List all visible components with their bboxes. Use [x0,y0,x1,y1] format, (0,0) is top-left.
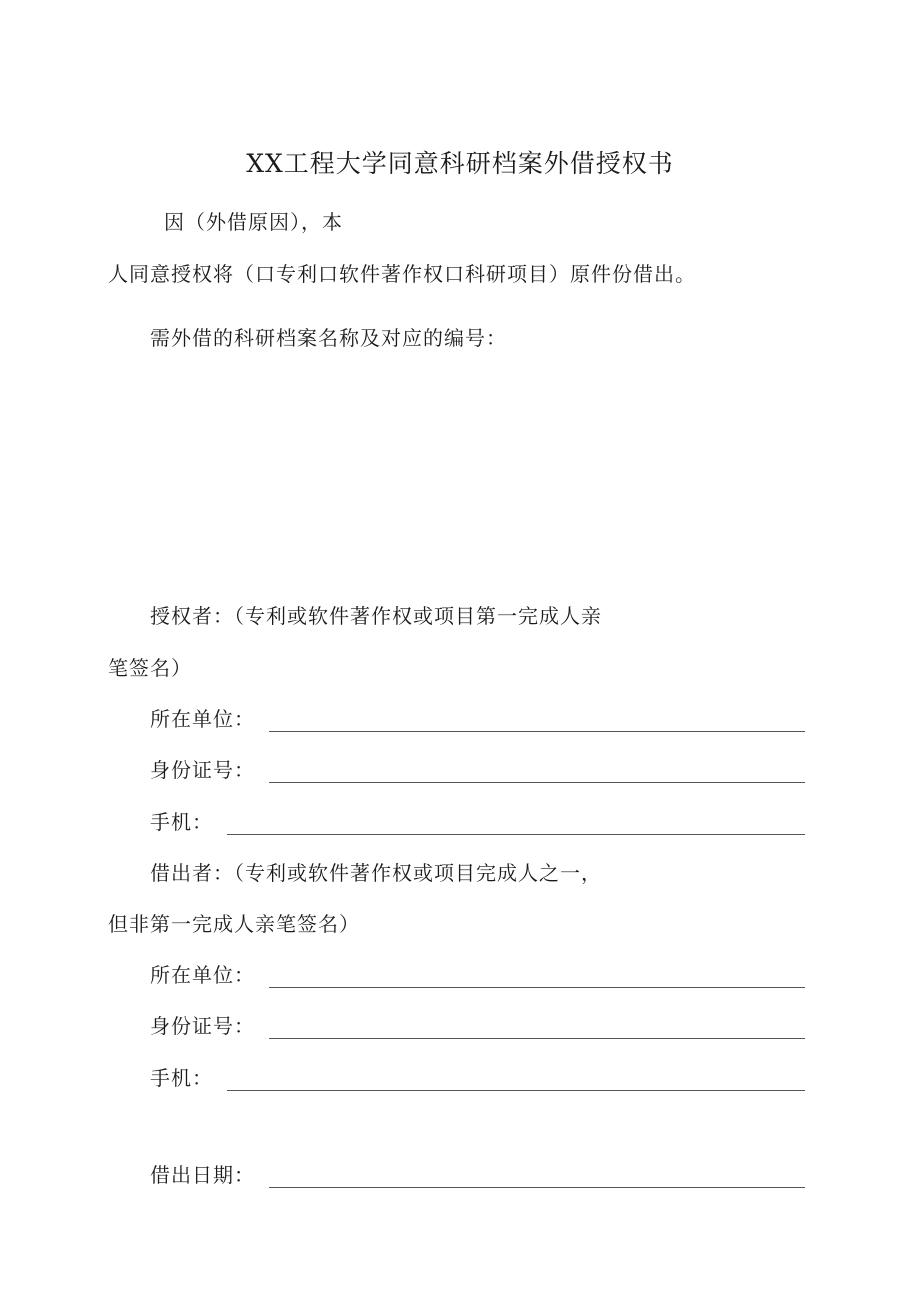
borrower-label-cont: 但非第一完成人亲笔签名） [108,912,360,936]
authorizer-label-cont: 笔签名） [108,656,192,680]
borrow-date-field[interactable] [150,1162,805,1188]
borrower-unit-line[interactable] [269,987,805,988]
borrower-id-label: 身份证号： [150,1014,255,1038]
borrower-unit-field[interactable] [150,962,805,988]
authorizer-phone-line[interactable] [227,834,805,835]
borrow-date-label: 借出日期： [150,1163,255,1187]
authorizer-label: 授权者：（专利或软件著作权或项目第一完成人亲 [150,604,602,628]
borrower-phone-label: 手机： [150,1066,213,1090]
authorizer-unit-line[interactable] [269,731,805,732]
borrower-id-line[interactable] [269,1038,805,1039]
authorization-line: 人同意授权将（口专利口软件著作权口科研项目）原件份借出。 [108,262,696,286]
authorizer-unit-label: 所在单位： [150,707,255,731]
borrower-label: 借出者：（专利或软件著作权或项目完成人之一， [150,861,602,885]
authorizer-id-field[interactable] [150,757,805,783]
borrower-phone-field[interactable] [150,1065,805,1091]
authorizer-phone-label: 手机： [150,810,213,834]
authorizer-phone-field[interactable] [150,809,805,835]
reason-line: 因（外借原因），本 [164,210,343,234]
borrow-date-line[interactable] [269,1187,805,1188]
archive-list-label: 需外借的科研档案名称及对应的编号： [150,326,507,350]
borrower-phone-line[interactable] [227,1090,805,1091]
authorizer-unit-field[interactable] [150,706,805,732]
borrower-id-field[interactable] [150,1013,805,1039]
document-title: XX工程大学同意科研档案外借授权书 [246,149,674,178]
authorizer-id-label: 身份证号： [150,758,255,782]
borrower-unit-label: 所在单位： [150,963,255,987]
authorizer-id-line[interactable] [269,782,805,783]
